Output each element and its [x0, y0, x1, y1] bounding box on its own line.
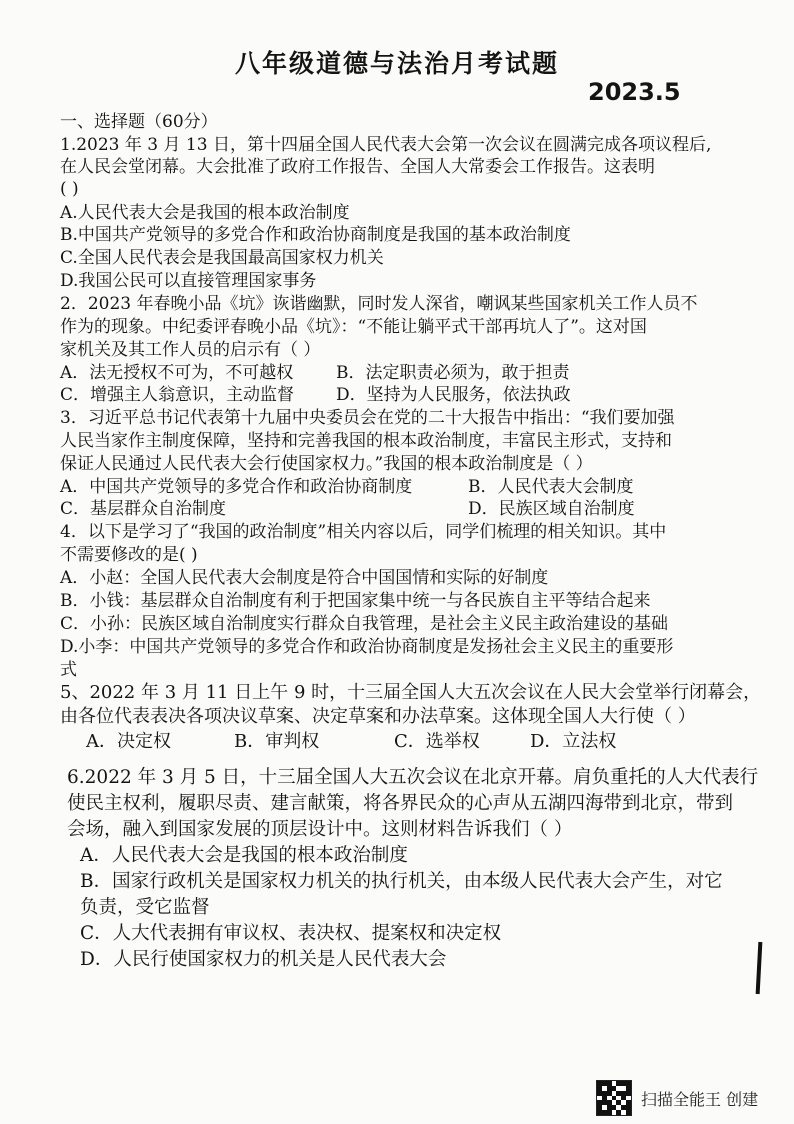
question-6-option-d: D．人民行使国家权力的机关是人民代表大会	[80, 949, 447, 970]
question-1-option-a: A.人民代表大会是我国的根本政治制度	[60, 203, 350, 223]
question-5-option-d: D．立法权	[530, 731, 617, 752]
question-5-option-b: B．审判权	[234, 731, 320, 752]
exam-title: 八年级道德与法治月考试题	[234, 49, 559, 78]
scanner-watermark	[596, 1080, 758, 1116]
question-4-option-c: C．小孙：民族区域自治制度实行群众自我管理，是社会主义民主政治建设的基础	[60, 614, 669, 634]
question-2-option-a: A．法无授权不可为，不可越权	[60, 363, 294, 383]
scanner-brand-text: 扫描全能王 创建	[641, 1089, 759, 1109]
question-2-stem-line: 2．2023 年春晚小品《坑》诙谐幽默，同时发人深省，嘲讽某些国家机关工作人员不	[60, 294, 698, 314]
question-5-stem-line: 由各位代表表决各项决议草案、决定草案和办法草案。这体现全国人大行使（ ）	[60, 706, 696, 727]
question-3-stem-line: 人民当家作主制度保障，坚持和完善我国的根本政治制度，丰富民主形式，支持和	[60, 431, 672, 451]
question-6-option-b-continued: 负责，受它监督	[80, 897, 210, 918]
question-6-stem-line: 会场，融入到国家发展的顶层设计中。这则材料告诉我们（ ）	[67, 819, 573, 840]
question-1-option-d: D.我国公民可以直接管理国家事务	[60, 271, 317, 291]
question-5-stem-line: 5、2022 年 3 月 11 日上午 9 时，十三届全国人大五次会议在人民大会堂举行闭幕会，	[60, 682, 762, 703]
section-heading: 一、选择题（60分）	[60, 112, 218, 132]
question-4-stem-line: 4．以下是学习了“我国的政治制度”相关内容以后，同学们梳理的相关知识。其中	[60, 522, 667, 542]
question-3-option-a: A．中国共产党领导的多党合作和政治协商制度	[60, 477, 413, 497]
question-6-stem-line: 6.2022 年 3 月 5 日，十三届全国人大五次会议在北京开幕。肩负重托的人大代表行	[67, 767, 759, 788]
question-2-option-c: C．增强主人翁意识，主动监督	[60, 385, 295, 405]
question-6-stem-line: 使民主权利，履职尽责、建言献策，将各界民众的心声从五湖四海带到北京，带到	[67, 793, 734, 814]
question-3-stem-line: 保证人民通过人民代表大会行使国家权力。”我国的根本政治制度是（ ）	[60, 454, 593, 474]
question-4-stem-line: 不需要修改的是( )	[60, 545, 198, 565]
question-5-option-c: C．选举权	[394, 731, 480, 752]
question-3-option-d: D．民族区域自治制度	[468, 499, 635, 519]
question-6-option-a: A．人民代表大会是我国的根本政治制度	[80, 845, 408, 866]
question-5-option-a: A．决定权	[86, 731, 171, 752]
exam-date: 2023.5	[588, 78, 681, 106]
qr-code-icon	[596, 1080, 632, 1116]
question-2-option-b: B．法定职责必须为，敢于担责	[336, 363, 570, 383]
question-1-stem-line: 在人民会堂闭幕。大会批准了政府工作报告、全国人大常委会工作报告。这表明	[60, 157, 655, 177]
question-4-option-a: A．小赵：全国人民代表大会制度是符合中国国情和实际的好制度	[60, 568, 549, 588]
question-3-option-b: B．人民代表大会制度	[468, 477, 634, 497]
question-1-answer-blank: ( )	[60, 179, 79, 199]
question-1-stem-line: 1.2023 年 3 月 13 日，第十四届全国人民代表大会第一次会议在圆满完成各项议程后,	[60, 135, 712, 155]
question-3-option-c: C．基层群众自治制度	[60, 499, 227, 519]
question-4-option-d: D.小李：中国共产党领导的多党合作和政治协商制度是发扬社会主义民主的重要形	[60, 637, 674, 657]
question-6-option-b: B．国家行政机关是国家权力机关的执行机关，由本级人民代表大会产生，对它	[80, 871, 723, 892]
question-4-option-b: B．小钱：基层群众自治制度有利于把国家集中统一与各民族自主平等结合起来	[60, 591, 651, 611]
pen-mark	[756, 942, 763, 994]
question-2-option-d: D．坚持为人民服务，依法执政	[336, 385, 571, 405]
question-1-option-b: B.中国共产党领导的多党合作和政治协商制度是我国的基本政治制度	[60, 225, 571, 245]
question-4-option-d-continued: 式	[60, 660, 77, 680]
question-3-stem-line: 3．习近平总书记代表第十九届中央委员会在党的二十大报告中指出：“我们要加强	[60, 408, 675, 428]
question-1-option-c: C.全国人民代表会是我国最高国家权力机关	[60, 248, 384, 268]
question-6-option-c: C．人大代表拥有审议权、表决权、提案权和决定权	[80, 923, 502, 944]
question-2-stem-line: 家机关及其工作人员的启示有（ ）	[60, 340, 321, 360]
question-2-stem-line: 作为的现象。中纪委评春晚小品《坑》：“不能让躺平式干部再坑人了”。这对国	[60, 317, 647, 337]
